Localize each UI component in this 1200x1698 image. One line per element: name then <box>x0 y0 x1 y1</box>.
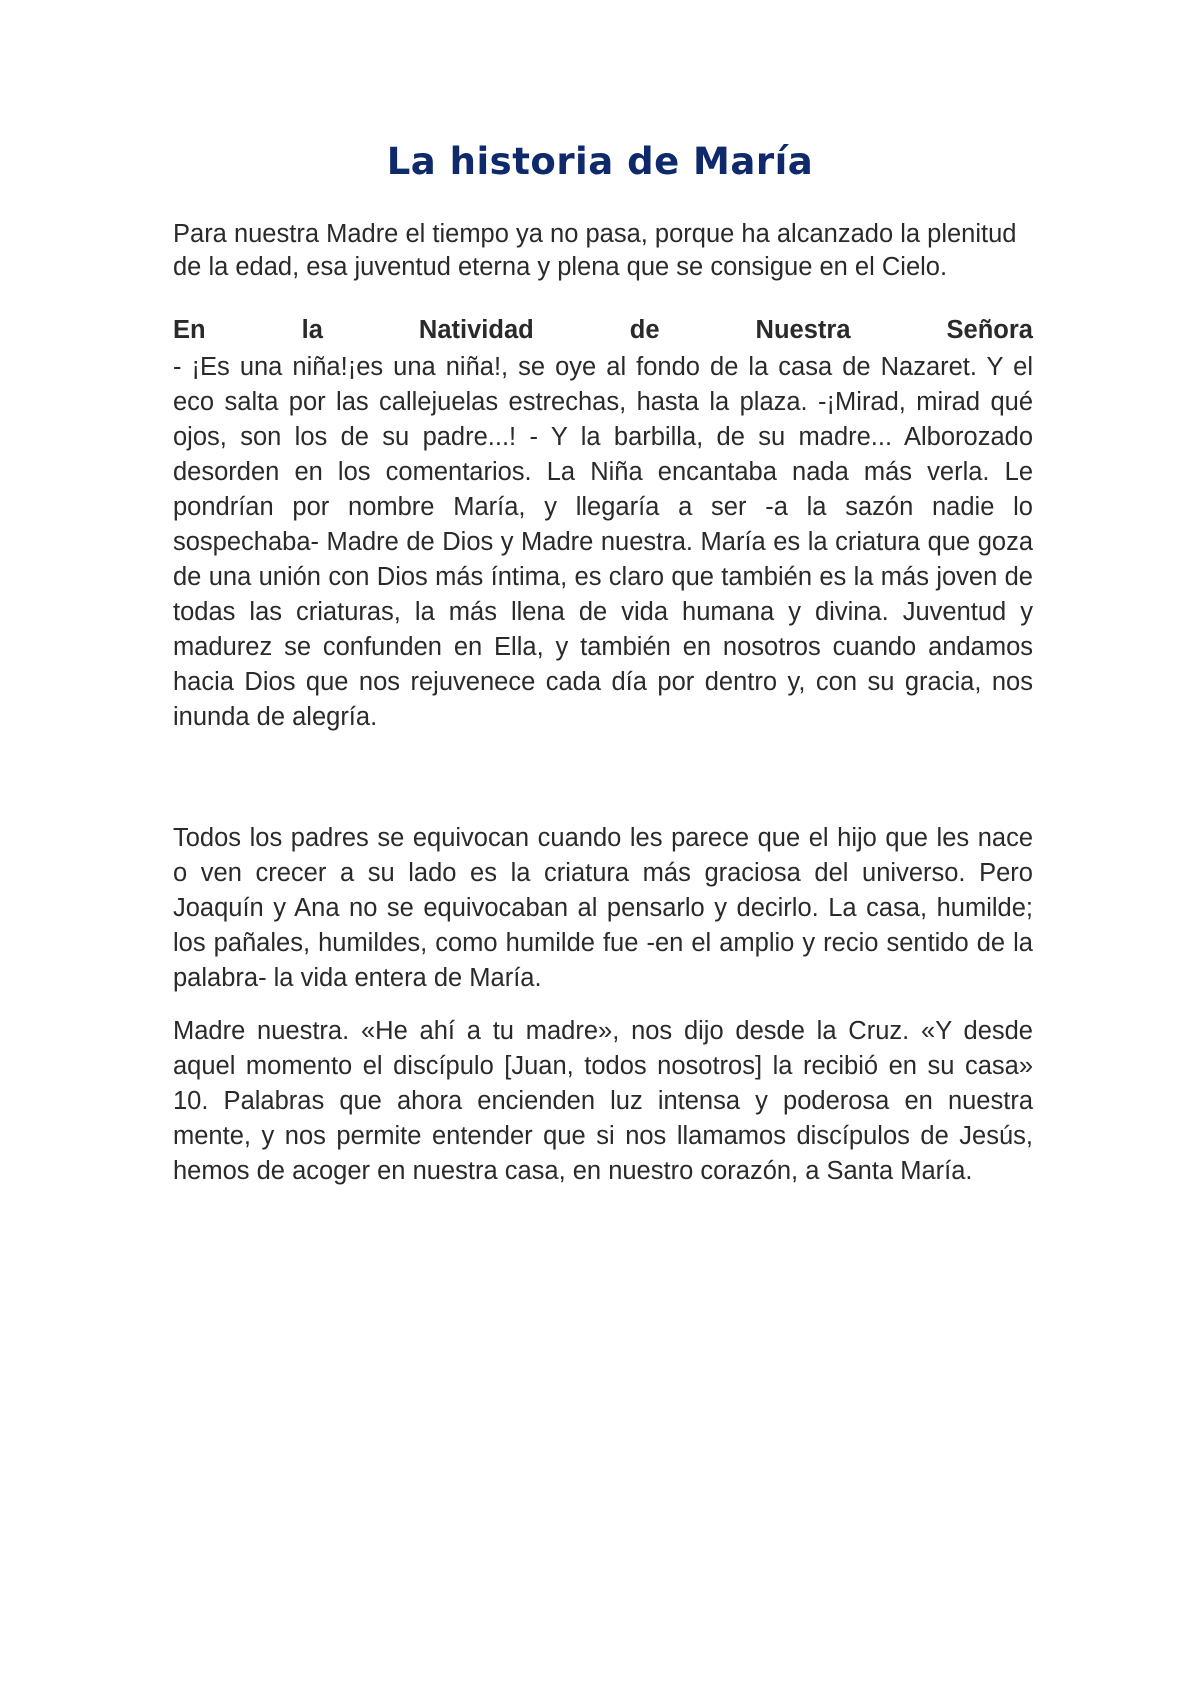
intro-paragraph: Para nuestra Madre el tiempo ya no pasa, porque ha alcanzado la plenitud de la edad, esa juventud eterna y plena que se consigue en el Cielo. <box>173 220 1017 281</box>
section-heading: En la Natividad de Nuestra Señora <box>173 316 1033 344</box>
body-paragraph: Todos los padres se equivocan cuando les parece que el hijo que les nace o ven crecer a su lado es la criatura más graciosa del universo. Pero Joaquín y Ana no se equivocaban al pensarlo y decirlo. La casa, humilde; los pañales, humildes, como humilde fue -en el amplio y recio sentido de la palabra- la vida entera de María. <box>173 824 1033 992</box>
body-paragraph: - ¡Es una niña!¡es una niña!, se oye al fondo de la casa de Nazaret. Y el eco salta por las callejuelas estrechas, hasta la plaza. -¡Mirad, mirad qué ojos, son los de su padre...! - Y la barbilla, de su madre... Alborozado desorden en los comentarios. La Niña encantaba nada más verla. Le pondrían por nombre María, y llegaría a ser -a la sazón nadie lo sospechaba- Madre de Dios y Madre nuestra. María es la criatura que goza de una unión con Dios más íntima, es claro que también es la más joven de todas las criaturas, la más llena de vida humana y divina. Juventud y madurez se confunden en Ella, y también en nosotros cuando andamos hacia Dios que nos rejuvenece cada día por dentro y, con su gracia, nos inunda de alegría. <box>173 353 1033 731</box>
page-title: La historia de María <box>386 140 814 183</box>
body-paragraph: Madre nuestra. «He ahí a tu madre», nos dijo desde la Cruz. «Y desde aquel momento el discípulo [Juan, todos nosotros] la recibió en su casa» 10. Palabras que ahora encienden luz intensa y poderosa en nuestra mente, y nos permite entender que si nos llamamos discípulos de Jesús, hemos de acoger en nuestra casa, en nuestro corazón, a Santa María. <box>173 1017 1033 1185</box>
